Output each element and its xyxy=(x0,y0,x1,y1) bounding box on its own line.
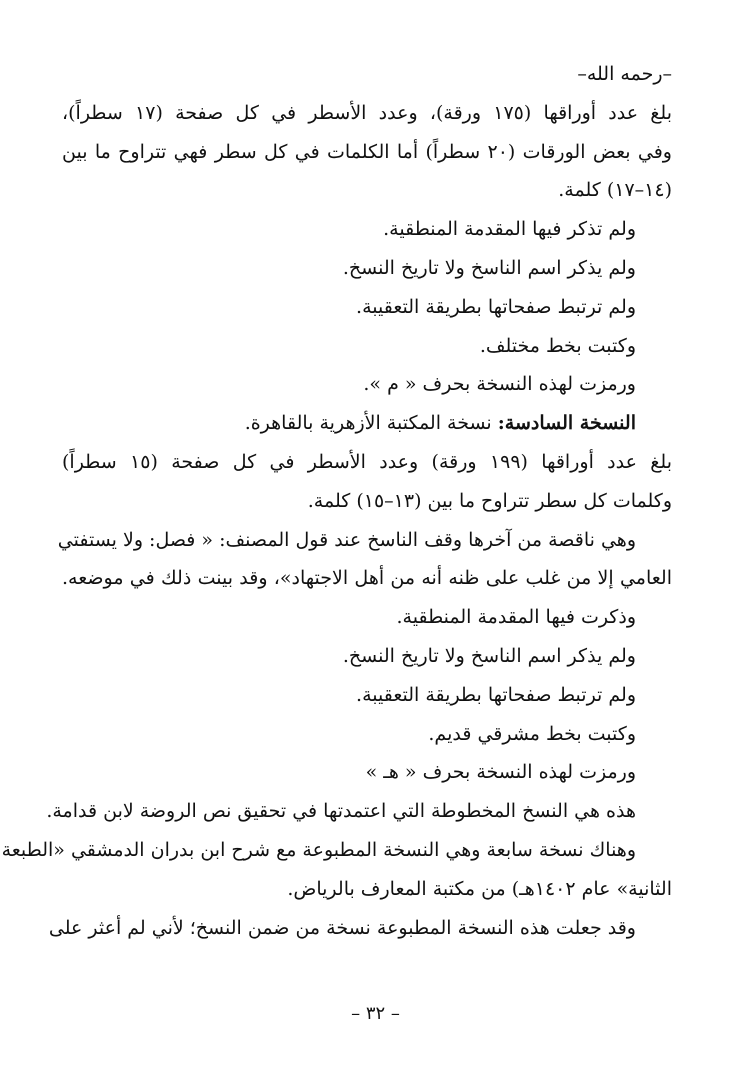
text-line: –رحمه الله– xyxy=(577,63,672,85)
text-line: ولم يذكر اسم الناسخ ولا تاريخ النسخ. xyxy=(342,256,636,279)
text-line: وكلمات كل سطر تتراوح ما بين (١٣–١٥) كلمة. xyxy=(307,489,672,512)
text-line: ولم ترتبط صفحاتها بطريقة التعقيبة. xyxy=(356,683,636,706)
text-line: وهي ناقصة من آخرها وقف الناسخ عند قول المصنف: « فصل: ولا يستفتي xyxy=(57,528,636,551)
page-number: – ٣٢ – xyxy=(351,1003,400,1024)
text-line: وفي بعض الورقات (٢٠ سطراً) أما الكلمات في كل سطر فهي تتراوح ما بين xyxy=(62,140,672,163)
text-line: ولم يذكر اسم الناسخ ولا تاريخ النسخ. xyxy=(342,644,636,667)
text-line: العامي إلا من غلب على ظنه أنه من أهل الاجتهاد»، وقد بينت ذلك في موضعه. xyxy=(62,567,672,590)
text-line: ورمزت لهذه النسخة بحرف « م ». xyxy=(363,373,636,396)
text-line: نسخة المكتبة الأزهرية بالقاهرة. xyxy=(244,412,492,435)
text-line: الثانية» عام ١٤٠٢هـ) من مكتبة المعارف بالرياض. xyxy=(287,877,672,900)
text-line: (١٤–١٧) كلمة. xyxy=(558,179,672,202)
sixth-copy-heading: النسخة السادسة: xyxy=(497,412,636,435)
text-line: وقد جعلت هذه النسخة المطبوعة نسخة من ضمن النسخ؛ لأني لم أعثر على xyxy=(48,916,636,939)
text-line: هذه هي النسخ المخطوطة التي اعتمدتها في تحقيق نص الروضة لابن قدامة. xyxy=(46,800,636,823)
text-line: ولم ترتبط صفحاتها بطريقة التعقيبة. xyxy=(356,295,636,318)
text-line: وكتبت بخط مشرقي قديم. xyxy=(428,722,636,745)
text-line: بلغ عدد أوراقها (١٩٩ ورقة) وعدد الأسطر في كل صفحة (١٥ سطراً) xyxy=(62,450,672,473)
text-line: وهناك نسخة سابعة وهي النسخة المطبوعة مع شرح ابن بدران الدمشقي «الطبعة xyxy=(1,838,636,861)
text-line: ورمزت لهذه النسخة بحرف « هـ » xyxy=(365,761,636,784)
text-line: وذكرت فيها المقدمة المنطقية. xyxy=(396,606,636,629)
text-line: ولم تذكر فيها المقدمة المنطقية. xyxy=(383,218,636,241)
text-line: وكتبت بخط مختلف. xyxy=(479,334,636,357)
text-line: بلغ عدد أوراقها (١٧٥ ورقة)، وعدد الأسطر في كل صفحة (١٧ سطراً)، xyxy=(62,101,672,124)
section-heading-line xyxy=(62,404,672,443)
body-text xyxy=(1,55,672,947)
